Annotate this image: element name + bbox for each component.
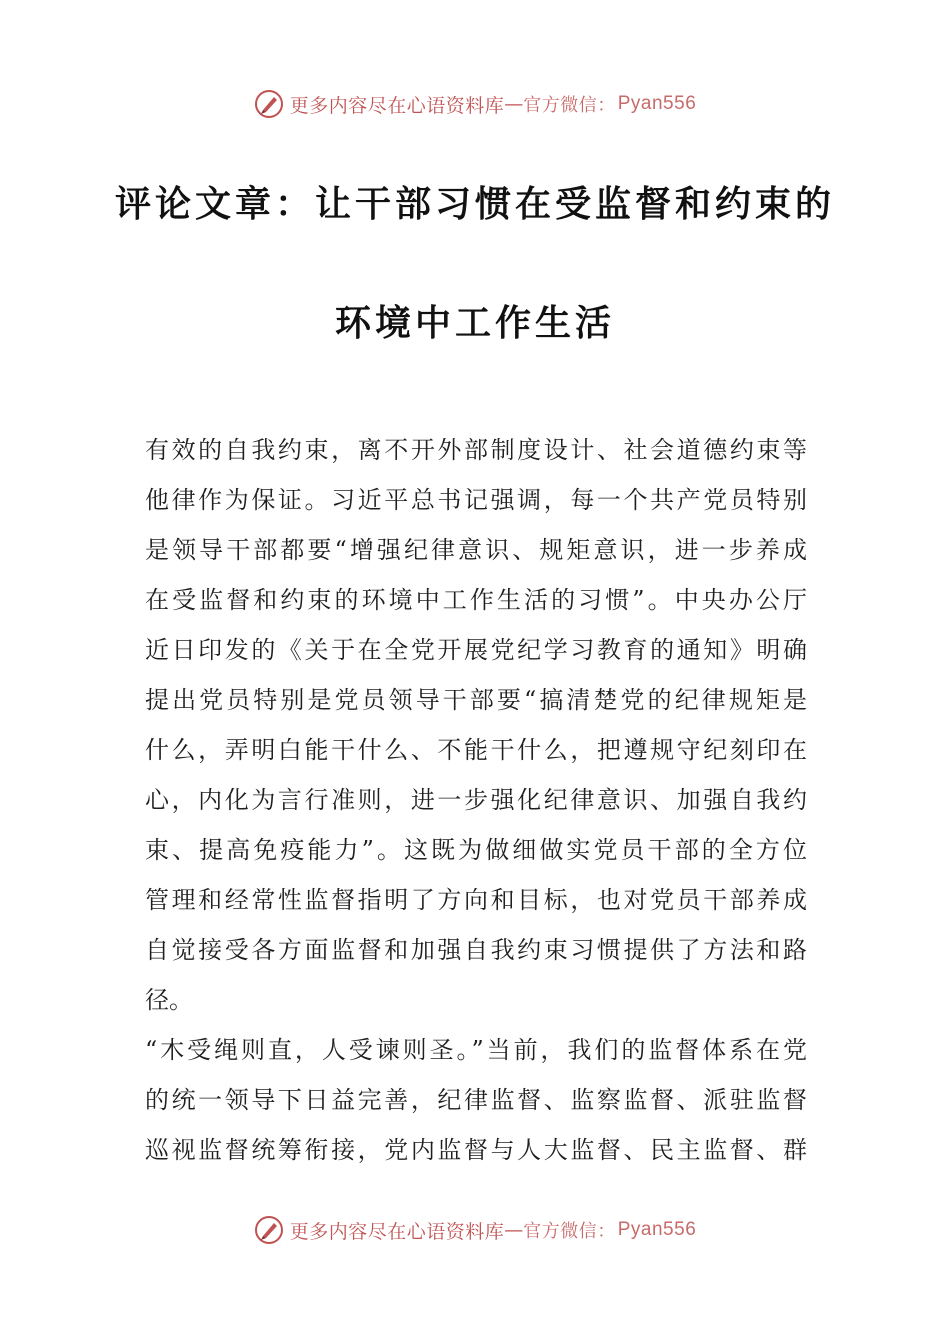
pen-logo-icon — [254, 1215, 284, 1245]
body-line: 有效的自我约束，离不开外部制度设计、社会道德约束等 — [145, 436, 807, 464]
banner-separator: — — [504, 93, 524, 115]
pen-logo-icon — [254, 89, 284, 119]
body-line: 巡视监督统筹衔接，党内监督与人大监督、民主监督、群 — [145, 1136, 807, 1164]
body-line: 他律作为保证。习近平总书记强调，每一个共产党员特别 — [145, 486, 807, 514]
banner-brand-text: 更多内容尽在心语资料库 — [289, 94, 505, 117]
article-title-line-2: 环境中工作生活 — [334, 302, 615, 344]
body-line: 在受监督和约束的环境中工作生活的习惯”。中央办公厅 — [145, 586, 807, 614]
banner-wechat-label: 官方微信： — [523, 1221, 616, 1242]
banner-brand-text: 更多内容尽在心语资料库 — [289, 1220, 505, 1243]
body-line: 近日印发的《关于在全党开展党纪学习教育的通知》明确 — [145, 636, 807, 664]
footer-watermark-banner — [0, 1212, 950, 1248]
body-line: 什么，弄明白能干什么、不能干什么，把遵规守纪刻印在 — [145, 736, 807, 764]
banner-wechat-label: 官方微信： — [523, 95, 616, 116]
body-line: 的统一领导下日益完善，纪律监督、监察监督、派驻监督 — [145, 1086, 807, 1114]
article-body — [145, 425, 807, 1175]
body-line: 是领导干部都要“增强纪律意识、规矩意识，进一步养成 — [145, 536, 807, 564]
banner-separator: — — [504, 1219, 524, 1241]
body-line: 径。 — [145, 986, 193, 1014]
body-line: 提出党员特别是党员领导干部要“搞清楚党的纪律规矩是 — [145, 686, 807, 714]
body-line: 自觉接受各方面监督和加强自我约束习惯提供了方法和路 — [145, 936, 807, 964]
body-line: 管理和经常性监督指明了方向和目标，也对党员干部养成 — [145, 886, 807, 914]
body-line: “木受绳则直，人受谏则圣。”当前，我们的监督体系在党 — [145, 1036, 807, 1064]
article-title-line-1: 评论文章：让干部习惯在受监督和约束的 — [114, 183, 835, 225]
body-line: 心，内化为言行准则，进一步强化纪律意识、加强自我约 — [145, 786, 807, 814]
banner-wechat-account: Pyan556 — [617, 93, 697, 114]
header-watermark-banner — [0, 86, 950, 122]
body-line: 束、提高免疫能力”。这既为做细做实党员干部的全方位 — [145, 836, 807, 864]
banner-wechat-account: Pyan556 — [617, 1219, 697, 1240]
